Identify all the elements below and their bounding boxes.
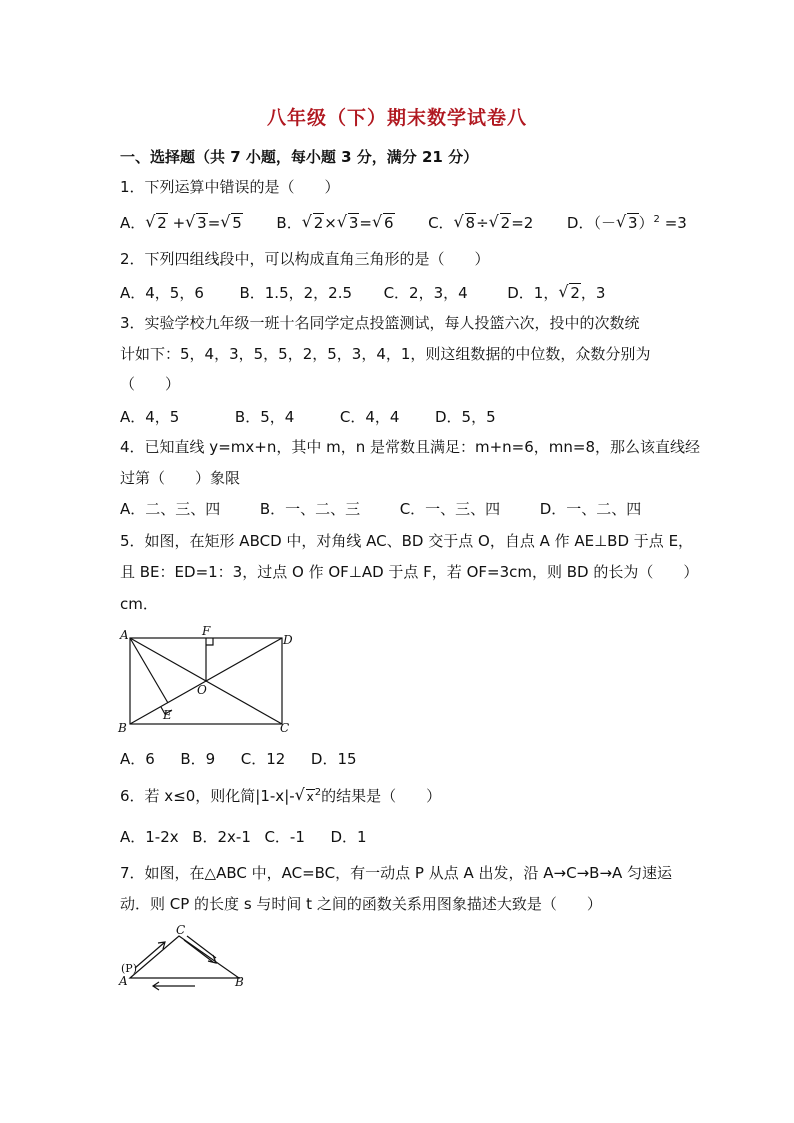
question-5-line-2: 且 BE：ED=1：3，过点 O 作 OF⊥AD 于点 F，若 OF=3cm，则 BD 的长为（ ） [120,563,699,581]
question-7-line-2: 动．则 CP 的长度 s 与时间 t 之间的函数关系用图象描述大致是（ ） [120,895,602,913]
radical: √ 2 [303,214,325,232]
question-3-line-1: 3．实验学校九年级一班十名同学定点投篮测试，每人投篮六次，投中的次数统 [120,314,640,332]
question-3-line-3: （ ） [120,375,181,393]
radical: √ 2 [146,214,168,232]
question-1-stem: 1．下列运算中错误的是（ ） [120,178,340,196]
label-o: O [197,683,207,697]
question-4-line-2: 过第（ ）象限 [120,469,241,487]
option-a: A．4，5，6 [120,284,204,302]
option-b: B．2x-1 [192,828,251,846]
label-d: D [283,633,293,647]
label-p: (P) [121,962,137,975]
option-c: C．12 [240,750,286,768]
option-c: C．√ 8÷√ 2=2 [428,214,538,232]
triangle-figure [115,922,255,994]
label-b: B [235,975,244,989]
label-c: C [280,721,290,734]
radical: √ $x^2$ [296,787,321,805]
question-7-line-1: 7．如图，在△ABC 中，AC=BC，有一动点 P 从点 A 出发，沿 A→C→B→A 匀速运 [120,864,673,882]
radical: √ 3 [617,214,639,232]
question-2-options [120,282,605,303]
option-d: D．1 [330,828,367,846]
radical: √ 2 [490,214,512,232]
option-a: A．√ 2 +√ 3=√ 5 [120,214,248,232]
option-d: D．（－√ 3）$^2$ =3 [567,214,687,232]
option-a: A．1-2x [120,828,179,846]
option-c: C．4，4 [339,408,400,426]
question-6-options [120,826,367,847]
option-b: B．5，4 [234,408,295,426]
option-b: B．9 [180,750,216,768]
label-b: B [118,721,127,734]
right-angle-mark-f [206,638,213,645]
option-a: A．4，5 [120,408,180,426]
question-4-line-1: 4．已知直线 y=mx+n，其中 m，n 是常数且满足：m+n=6，mn=8，那么该直线经 [120,438,701,456]
arrow-c-to-b [187,936,216,958]
radical: √ 8 [455,214,477,232]
triangle-abc [130,936,239,978]
label-e: E [163,708,172,722]
option-b: B．一、二、三 [259,500,361,518]
question-4-options [120,498,641,519]
label-a: A [119,974,128,988]
radical: √ 2 [559,284,581,302]
option-a: A．二、三、四 [120,500,221,518]
rectangle-figure [115,622,300,734]
page-title: 八年级（下）期末数学试卷八 [266,107,527,129]
question-3-options [120,406,496,427]
option-d: D．1，√ 2，3 [507,284,605,302]
question-2-stem: 2．下列四组线段中，可以构成直角三角形的是（ ） [120,250,490,268]
label-a: A [120,628,129,642]
option-d: D．5，5 [435,408,496,426]
option-c: C．2，3，4 [383,284,468,302]
radical: √ 3 [338,214,360,232]
arrow-a-to-c [135,942,165,968]
question-3-line-2: 计如下：5，4，3，5，5，2，5，3，4，1，则这组数据的中位数，众数分别为 [120,345,651,363]
label-f: F [202,624,211,638]
question-5-options [120,748,357,769]
option-b: B．1.5，2，2.5 [239,284,353,302]
question-5-line-1: 5．如图，在矩形 ABCD 中，对角线 AC、BD 交于点 O，自点 A 作 AE⊥BD 于点 E， [120,532,694,550]
question-1-options [120,212,687,233]
label-c: C [176,923,186,937]
question-6-stem: 6．若 x≤0，则化简|1-x|-√ $x^2$的结果是（ ） [120,785,441,806]
option-a: A．6 [120,750,155,768]
option-b: B．√ 2×√ 3=√ 6 [276,214,399,232]
segment-ae [130,638,168,703]
radical: √ 5 [221,214,243,232]
section-heading: 一、选择题（共 7 小题，每小题 3 分，满分 21 分） [120,148,479,166]
option-c: C．-1 [264,828,305,846]
option-c: C．一、三、四 [399,500,501,518]
radical: √ 6 [373,214,395,232]
option-d: D．一、二、四 [539,500,642,518]
option-d: D．15 [310,750,357,768]
radical: √ 3 [186,214,208,232]
question-5-line-3: cm． [120,595,158,613]
